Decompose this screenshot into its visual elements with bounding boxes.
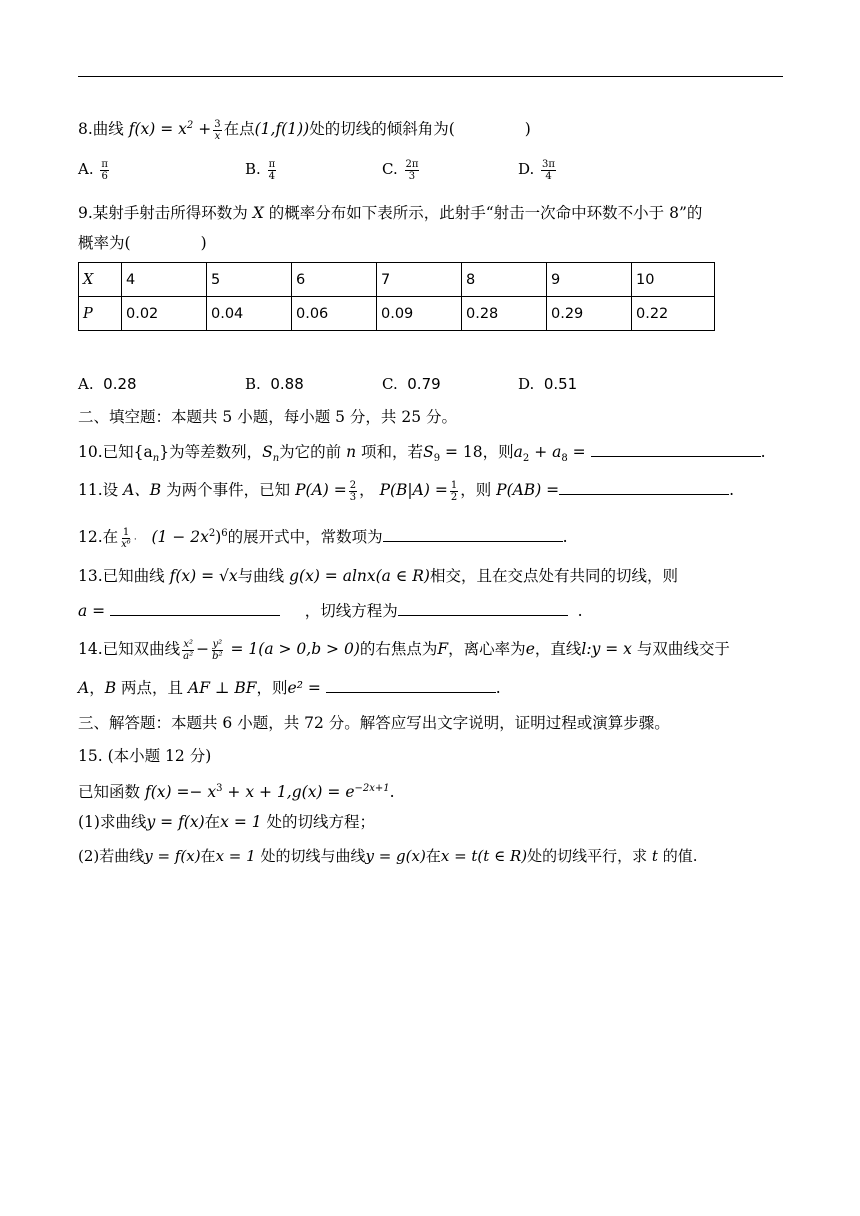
question-text: (1)求曲线: [78, 813, 147, 831]
table-cell: 6: [292, 263, 377, 297]
math-expr: = 1(a > 0,b > 0): [230, 640, 360, 658]
math-expr: e² =: [287, 679, 321, 697]
table-cell: X: [79, 263, 122, 297]
question-number: 10.: [78, 443, 103, 461]
probability-table: [78, 262, 715, 331]
question-text: 两点，且: [121, 679, 184, 697]
frac-den: 4: [268, 170, 276, 182]
question-15-part1: [78, 811, 375, 833]
question-text: ): [524, 120, 531, 139]
math-exp: 2: [208, 528, 216, 539]
question-text: 已知曲线: [102, 567, 165, 585]
math-var: A: [78, 679, 90, 697]
question-8: [78, 115, 531, 142]
frac-den: 4: [545, 170, 552, 182]
question-text: 已知{a: [102, 443, 153, 461]
math-var: a: [513, 443, 523, 461]
math-expr: + a: [534, 443, 562, 461]
question-text: 的值.: [662, 847, 698, 865]
question-text: 与曲线: [237, 567, 285, 585]
fraction: [349, 480, 357, 503]
option-d[interactable]: [518, 158, 558, 182]
question-text: ，: [359, 481, 375, 499]
question-text: .: [389, 783, 395, 802]
fraction: [100, 159, 109, 182]
frac-num: 1: [122, 526, 130, 538]
answer-blank[interactable]: [398, 601, 568, 616]
question-text: 处的切线与曲线: [260, 847, 366, 865]
frac-den: 3: [408, 170, 416, 182]
math-expr: x = t(t ∈ R): [440, 847, 528, 865]
question-text: = 18，则: [445, 443, 514, 461]
frac-den: x: [214, 130, 221, 142]
math-expr: l:y = x: [581, 640, 632, 658]
question-text: }为等差数列，: [159, 443, 263, 461]
table-cell: 8: [462, 263, 547, 297]
frac-num: 1: [450, 479, 458, 491]
option-label: C.: [382, 160, 398, 178]
math-op: ·: [133, 535, 137, 546]
frac-num: 3π: [542, 158, 555, 170]
math-var: t: [651, 847, 658, 865]
frac-num: x²: [183, 638, 193, 650]
option-c[interactable]: [382, 158, 421, 182]
table-cell: 9: [547, 263, 632, 297]
table-cell: 5: [207, 263, 292, 297]
table-cell: 0.09: [377, 297, 462, 331]
question-10: [78, 441, 766, 470]
option-value: 0.28: [103, 375, 137, 393]
math-var: S: [423, 443, 434, 461]
math-sub: n: [272, 453, 280, 465]
frac-den: x⁶: [121, 538, 131, 550]
math-expr: P(AB) =: [496, 481, 560, 499]
question-text: 处的切线平行，求: [527, 847, 648, 865]
math-sub: n: [152, 453, 160, 465]
fraction: [213, 119, 221, 142]
fraction: [182, 639, 194, 662]
question-text: 与双曲线交于: [636, 640, 730, 658]
math-var: S: [262, 443, 273, 461]
question-text: 相交，且在交点处有共同的切线，则: [429, 567, 678, 585]
math-exp: 2: [186, 120, 194, 131]
math-op: =: [572, 443, 586, 461]
math-expr: (1 − 2x: [151, 528, 209, 547]
math-expr: g(x) = e: [291, 783, 355, 802]
question-number: 12.: [78, 528, 103, 547]
question-text: 某射手射击所得环数为: [92, 204, 248, 222]
question-text: .: [562, 528, 568, 547]
math-expr: a =: [78, 602, 106, 620]
math-expr: P(A) =: [295, 481, 347, 499]
math-expr: x = 1: [220, 813, 262, 831]
option-label: A.: [78, 375, 94, 393]
question-9-line2: [78, 232, 207, 254]
question-number: 11.: [78, 481, 103, 499]
question-15-header: 15. (本小题 12 分): [78, 747, 212, 765]
question-14-line2: [78, 677, 501, 699]
question-text: 在: [204, 813, 221, 831]
option-value: 0.88: [270, 375, 304, 393]
section-heading: 三、解答题：本题共 6 小题，共 72 分。解答应写出文字说明，证明过程或演算步骤。: [78, 714, 670, 732]
math-expr: f(x) =− x: [144, 783, 217, 802]
table-cell: 0.29: [547, 297, 632, 331]
option-a[interactable]: [78, 373, 137, 395]
frac-den: 2: [450, 491, 458, 503]
math-expr: + x + 1,: [227, 783, 292, 802]
question-text: (2)若曲线: [78, 847, 145, 865]
math-var: A、B: [123, 481, 162, 499]
question-text: 在: [200, 847, 216, 865]
answer-blank[interactable]: [110, 601, 280, 616]
math-expr: (1,f(1)): [254, 120, 310, 139]
question-text: .: [729, 481, 735, 499]
answer-blank[interactable]: [383, 527, 563, 542]
frac-num: π: [101, 158, 108, 170]
math-var: n: [346, 443, 357, 461]
question-13: [78, 565, 678, 587]
math-expr: f(x) = x: [128, 120, 187, 139]
question-text: .: [577, 602, 583, 620]
answer-blank[interactable]: [326, 678, 496, 693]
math-var: F: [437, 640, 449, 658]
question-text: .: [760, 443, 766, 461]
table-cell: 7: [377, 263, 462, 297]
question-text: ，: [89, 679, 105, 697]
option-label: C.: [382, 375, 398, 393]
table-cell: 0.28: [462, 297, 547, 331]
frac-num: 3: [214, 118, 221, 130]
frac-den: 6: [101, 170, 108, 182]
table-cell: 0.02: [122, 297, 207, 331]
math-expr: ): [215, 528, 222, 547]
fraction: [211, 639, 223, 662]
option-label: B.: [245, 375, 261, 393]
math-var: X: [252, 204, 264, 222]
question-12: [78, 523, 568, 551]
question-number: 8.: [78, 120, 93, 139]
question-15-given: [78, 778, 395, 803]
question-text: 的概率分布如下表所示，此射手“射击一次命中环数不小于 8”的: [268, 204, 703, 222]
option-label: D.: [518, 375, 535, 393]
fraction: [450, 480, 458, 503]
section-heading: 二、填空题：本题共 5 小题，每小题 5 分，共 25 分。: [78, 408, 458, 426]
question-number: 9.: [78, 204, 93, 222]
question-text: 概率为(: [78, 234, 131, 252]
header-rule: [78, 76, 783, 77]
math-expr: AF ⊥ BF: [188, 679, 257, 697]
math-exp: −2x+1: [354, 783, 390, 794]
math-expr: y = f(x): [146, 813, 205, 831]
math-sub: 9: [433, 453, 441, 465]
question-text: 在: [425, 847, 441, 865]
option-label: A.: [78, 160, 94, 178]
fraction: [541, 159, 556, 182]
option-b[interactable]: [245, 158, 278, 182]
question-15-part2: [78, 845, 698, 867]
question-text: 的右焦点为: [359, 640, 438, 658]
question-text: 项和，若: [361, 443, 424, 461]
math-expr: g(x) = alnx(a ∈ R): [289, 567, 430, 585]
question-11: [78, 479, 734, 503]
question-text: 已知双曲线: [102, 640, 181, 658]
option-label: B.: [245, 160, 261, 178]
answer-blank[interactable]: [591, 442, 761, 457]
math-sub: 2: [522, 453, 530, 465]
option-a[interactable]: [78, 158, 111, 182]
option-label: D.: [518, 160, 535, 178]
question-text: 的展开式中，常数项为: [227, 528, 383, 547]
math-op: −: [196, 640, 210, 658]
option-value: 0.51: [543, 375, 578, 393]
math-expr: y = g(x): [365, 847, 426, 865]
math-op: +: [198, 120, 212, 139]
question-text: 在: [102, 528, 119, 547]
question-text: 在点: [223, 120, 255, 139]
math-sub: 8: [561, 453, 568, 465]
question-text: ，切线方程为: [304, 602, 398, 620]
frac-den: a²: [183, 650, 194, 662]
frac-num: π: [268, 158, 276, 170]
fraction: [120, 527, 132, 550]
option-value: 0.79: [407, 375, 441, 393]
math-expr: y = f(x): [144, 847, 201, 865]
option-c[interactable]: [382, 373, 441, 395]
option-b[interactable]: [245, 373, 304, 395]
table-cell: 0.22: [632, 297, 715, 331]
math-var: e: [525, 640, 535, 658]
question-text: ，离心率为: [448, 640, 526, 658]
question-14: [78, 638, 730, 662]
fraction: [268, 159, 277, 182]
question-number: 14.: [78, 640, 103, 658]
table-cell: 10: [632, 263, 715, 297]
question-text: ): [200, 234, 207, 252]
math-exp: 6: [221, 528, 228, 539]
math-var: B: [104, 679, 117, 697]
question-text: 处的切线的倾斜角为(: [309, 120, 455, 139]
question-9: [78, 202, 702, 224]
question-text: 设: [102, 481, 119, 499]
fraction: [405, 159, 420, 182]
math-expr: f(x) = √x: [169, 567, 238, 585]
question-text: 为它的前: [279, 443, 342, 461]
table-row: [79, 297, 715, 331]
question-text: ，则: [460, 481, 492, 499]
question-13-line2: [78, 600, 583, 622]
table-row: [79, 263, 715, 297]
question-text: 已知函数: [78, 783, 141, 802]
question-text: 曲线: [92, 120, 124, 139]
question-text: 处的切线方程；: [266, 813, 376, 831]
question-text: 为两个事件，已知: [166, 481, 291, 499]
table-cell: P: [79, 297, 122, 331]
frac-den: b²: [212, 650, 223, 662]
table-cell: 0.06: [292, 297, 377, 331]
table-cell: 4: [122, 263, 207, 297]
answer-blank[interactable]: [559, 480, 729, 495]
frac-num: 2: [349, 479, 357, 491]
question-text: ，则: [256, 679, 288, 697]
frac-num: y²: [212, 638, 223, 650]
question-number: 13.: [78, 567, 103, 585]
option-d[interactable]: [518, 373, 577, 395]
math-expr: P(B|A) =: [379, 481, 448, 499]
question-text: .: [495, 679, 501, 697]
frac-num: 2π: [405, 158, 419, 170]
question-text: ，直线: [534, 640, 582, 658]
math-exp: 3: [216, 783, 223, 794]
frac-den: 3: [349, 491, 357, 503]
table-cell: 0.04: [207, 297, 292, 331]
math-expr: x = 1: [215, 847, 256, 865]
